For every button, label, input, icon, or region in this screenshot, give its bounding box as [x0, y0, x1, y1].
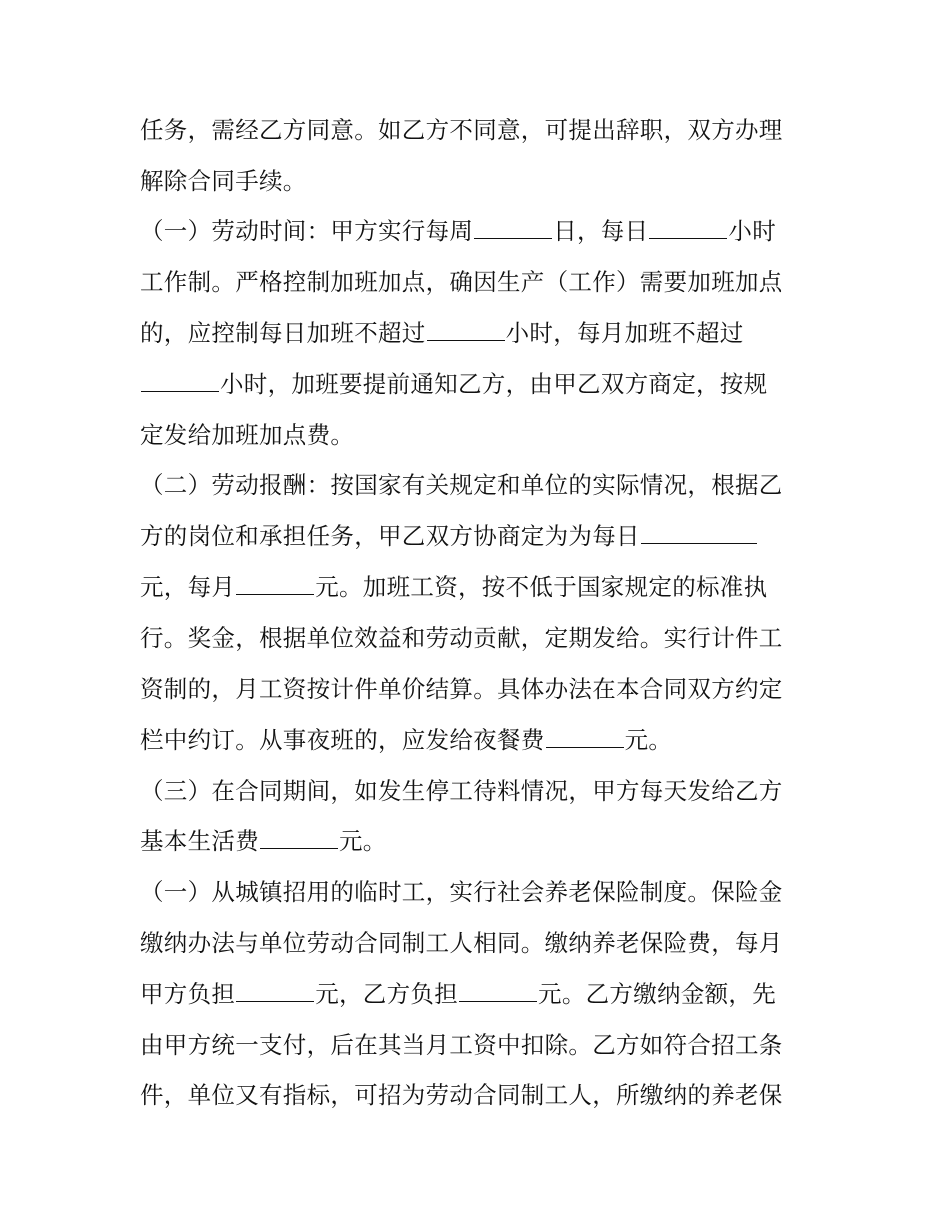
text-line: [140, 115, 783, 145]
text-segment: （一）劳动时间：甲方实行每周: [140, 217, 474, 245]
text-segment: 资制的，月工资按计件单价结算。具体办法在本合同双方约定: [140, 675, 783, 703]
text-segment: 解除合同手续。: [140, 167, 307, 195]
fill-in-blank: [459, 981, 537, 1002]
text-segment: 方的岗位和承担任务，甲乙双方协商定为为每日: [140, 522, 640, 550]
text-segment: 工作制。严格控制加班加点，确因生产（工作）需要加班加点: [140, 268, 783, 296]
text-segment: 元，每月: [140, 573, 236, 601]
text-line: [140, 166, 307, 196]
text-segment: 元，乙方负担: [315, 980, 459, 1008]
text-line: [140, 267, 783, 297]
text-segment: 行。奖金，根据单位效益和劳动贡献，定期发给。实行计件工: [140, 624, 783, 652]
text-segment: 定发给加班加点费。: [140, 421, 355, 449]
text-line: [140, 572, 767, 602]
text-line: [140, 216, 776, 246]
text-segment: （三）在合同期间，如发生停工待料情况，甲方每天发给乙方: [140, 777, 783, 805]
text-segment: 元。乙方缴纳金额，先: [538, 980, 777, 1008]
text-line: [140, 1080, 783, 1110]
text-line: [140, 826, 387, 856]
text-segment: 缴纳办法与单位劳动合同制工人相同。缴纳养老保险费，每月: [140, 929, 783, 957]
fill-in-blank: [236, 574, 314, 595]
fill-in-blank: [649, 218, 727, 239]
text-segment: 元。: [624, 726, 673, 754]
text-line: [140, 318, 744, 348]
text-segment: 小时: [728, 217, 777, 245]
text-line: [140, 725, 672, 755]
text-segment: 日，每日: [553, 217, 649, 245]
fill-in-blank: [236, 981, 314, 1002]
text-line: [140, 369, 767, 399]
fill-in-blank: [141, 371, 219, 392]
fill-in-blank: [474, 218, 552, 239]
text-segment: 的，应控制每日加班不超过: [140, 319, 426, 347]
text-line: [140, 623, 783, 653]
text-segment: 任务，需经乙方同意。如乙方不同意，可提出辞职，双方办理: [140, 116, 783, 144]
text-line: [140, 928, 783, 958]
text-segment: 基本生活费: [140, 827, 259, 855]
text-line: [140, 521, 758, 551]
text-segment: （二）劳动报酬：按国家有关规定和单位的实际情况，根据乙: [140, 471, 783, 499]
text-line: [140, 877, 783, 907]
text-line: [140, 1030, 783, 1060]
text-line: [140, 776, 783, 806]
text-line: [140, 470, 783, 500]
text-segment: 小时，加班要提前通知乙方，由甲乙双方商定，按规: [220, 370, 768, 398]
text-segment: 元。加班工资，按不低于国家规定的标准执: [315, 573, 768, 601]
text-segment: 栏中约订。从事夜班的，应发给夜餐费: [140, 726, 545, 754]
text-line: [140, 420, 354, 450]
fill-in-blank: [260, 828, 338, 849]
fill-in-blank: [546, 727, 624, 748]
text-segment: 由甲方统一支付，后在其当月工资中扣除。乙方如符合招工条: [140, 1031, 783, 1059]
text-segment: 件，单位又有指标，可招为劳动合同制工人，所缴纳的养老保: [140, 1081, 783, 1109]
text-segment: 小时，每月加班不超过: [505, 319, 744, 347]
text-segment: 甲方负担: [140, 980, 236, 1008]
text-segment: 元。: [339, 827, 387, 855]
fill-in-blank: [641, 523, 757, 544]
text-segment: （一）从城镇招用的临时工，实行社会养老保险制度。保险金: [140, 878, 783, 906]
fill-in-blank: [427, 320, 505, 341]
text-line: [140, 979, 776, 1009]
text-line: [140, 674, 783, 704]
